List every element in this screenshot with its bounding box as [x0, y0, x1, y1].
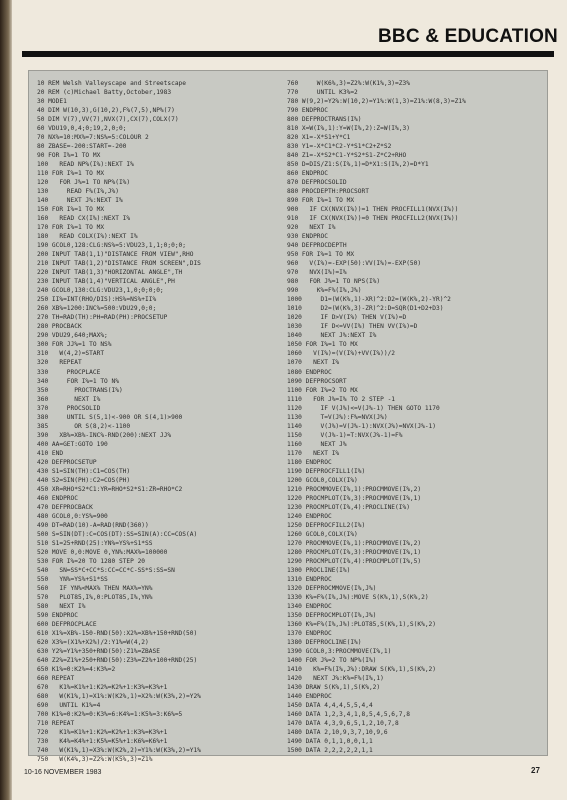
code-line: 1020 IF D>V(I%) THEN V(I%)=D [287, 314, 407, 322]
code-line: 950 FOR I%=1 TO MX [287, 251, 355, 259]
code-line: 1220 PROCMPLOT(I%,3):PROCMMOVE(I%,1) [287, 494, 422, 502]
code-line: 590 ENDPROC [37, 611, 78, 619]
code-line: 60 VDU19,0,4;0;19,2,0;0; [37, 125, 127, 133]
code-line: 900 IF CX(NVX(I%))=1 THEN PROCFILL1(NVX(I%)) [287, 206, 459, 214]
code-line: 220 INPUT TAB(1,3)"HORIZONTAL ANGLE",TH [37, 269, 183, 277]
code-line: 1200 GCOL0,COLX(I%) [287, 476, 358, 484]
code-line: 720 K1%=K1%+1:K2%=K2%+1:K3%=K3%+1 [37, 729, 168, 737]
code-line: 170 FOR I%=1 TO MX [37, 224, 105, 232]
code-line: 750 W(K4%,3)=Z2%:W(K5%,3)=Z1% [37, 756, 153, 764]
code-line: 50 DIM V(7),VV(7),NVX(7),CX(7),COLX(7) [37, 116, 179, 124]
code-line: 520 MOVE 0,0:MOVE 0,YN%:MAX%=100000 [37, 548, 168, 556]
code-line: 660 REPEAT [37, 675, 75, 683]
code-line: 570 PLOT85,I%,0:PLOT85,I%,YN% [37, 593, 153, 601]
code-line: 1240 ENDPROC [287, 512, 332, 520]
code-line: 1440 ENDPROC [287, 693, 332, 701]
code-line: 250 II%=INT(RHO/DIS):HS%=NS%+II% [37, 296, 157, 304]
code-line: 540 SN=SS*C+CC*S:CC=CC*C-SS*S:SS=SN [37, 566, 175, 574]
code-line: 1050 FOR I%=1 TO MX [287, 341, 358, 349]
code-line: 1060 V(I%)=(V(I%)+VV(I%))/2 [287, 350, 396, 358]
code-line: 700 K1%=0:K2%=0:K3%=6:K4%=1:K5%=3:K6%=5 [37, 711, 183, 719]
code-line: 1110 FOR J%=I% TO 2 STEP -1 [287, 395, 396, 403]
code-line: 980 FOR J%=1 TO NPS(I%) [287, 278, 381, 286]
section-header: BBC & EDUCATION [378, 26, 558, 47]
code-line: 640 Z2%=Z1%+250+RND(50):Z3%=Z2%+100+RND(25) [37, 657, 198, 664]
code-line: 1360 K%=F%(I%,J%):PLOT85,S(K%,1),S(K%,2) [287, 620, 437, 628]
code-line: 350 PROCTRANS(I%) [37, 386, 123, 394]
code-line: 30 MODE1 [37, 98, 67, 106]
code-line: 230 INPUT TAB(1,4)"VERTICAL ANGLE",PH [37, 278, 175, 286]
code-line: 510 S1=25+RND(25):YN%=YS%+S1*SS [37, 539, 153, 547]
code-line: 90 FOR I%=1 TO MX [37, 152, 101, 160]
code-line: 1160 NEXT J% [287, 440, 347, 448]
code-line: 1290 PROCMPLOT(I%,4):PROCMPLOT(I%,5) [287, 557, 422, 565]
code-line: 1500 DATA 2,2,2,2,2,1,1 [287, 747, 373, 755]
code-line: 1130 T=V(J%):F%=NVX(J%) [287, 413, 388, 421]
code-line: 100 READ NP%(I%):NEXT I% [37, 161, 134, 169]
code-line: 360 NEXT I% [37, 395, 101, 403]
code-line: 320 REPEAT [37, 359, 82, 367]
code-line: 710 REPEAT [37, 720, 75, 728]
code-line: 760 W(K6%,3)=Z2%:W(K1%,3)=Z3% [287, 80, 410, 87]
code-line: 1320 DEFPROCMMOVE(I%,J%) [287, 584, 377, 592]
code-line: 330 PROCPLACE [37, 368, 101, 376]
code-line: 1480 DATA 2,10,9,3,7,10,9,6 [287, 729, 388, 737]
code-line: 1100 FOR I%=2 TO MX [287, 386, 358, 394]
code-line: 1230 PROCMPLOT(I%,4):PROCLINE(I%) [287, 503, 410, 511]
code-line: 1430 DRAW S(K%,1),S(K%,2) [287, 684, 381, 692]
code-line: 810 X=W(I%,1):Y=W(I%,2):Z=W(I%,3) [287, 125, 410, 133]
code-line: 200 INPUT TAB(1,1)"DISTANCE FROM VIEW",RHO [37, 251, 194, 259]
code-line: 1030 IF D<=VV(I%) THEN VV(I%)=D [287, 323, 418, 331]
code-line: 1070 NEXT I% [287, 359, 340, 367]
code-line: 450 XR=RHO*S2*C1:YR=RHO*S2*S1:ZR=RHO*C2 [37, 485, 183, 493]
code-line: 1250 DEFPROCFILL2(I%) [287, 521, 366, 529]
code-line: 920 NEXT I% [287, 224, 336, 232]
code-line: 830 Y1=-X*C1*C2-Y*S1*C2+Z*S2 [287, 143, 392, 151]
code-line: 270 TH=RAD(TH):PH=RAD(PH):PROCSETUP [37, 314, 168, 322]
code-line: 160 READ CX(I%):NEXT I% [37, 215, 131, 223]
code-line: 460 ENDPROC [37, 494, 78, 502]
code-line: 390 XB%=XB%-INC%-RND(200):NEXT JJ% [37, 431, 172, 439]
code-line: 680 W(K1%,1)=X1%:W(K2%,1)=X2%:W(K3%,2)=Y2% [37, 693, 201, 701]
code-line: 890 FOR I%=1 TO MX [287, 197, 355, 205]
code-line: 1460 DATA 1,2,3,4,1,8,5,4,5,6,7,8 [287, 711, 410, 719]
code-line: 1260 GCOL0,COLX(I%) [287, 530, 358, 538]
code-line: 620 X3%=(X1%+X2%)/2:Y1%=W(4,2) [37, 638, 149, 646]
code-line: 400 AA=GET:GOTO 190 [37, 440, 108, 448]
code-line: 690 UNTIL K1%=4 [37, 702, 101, 710]
code-line: 1390 GCOL0,3:PROCMMOVE(I%,1) [287, 647, 392, 655]
code-line: 1450 DATA 4,4,4,5,5,4,4 [287, 702, 373, 710]
code-line: 770 UNTIL K3%=2 [287, 89, 358, 97]
code-line: 1210 PROCMMOVE(I%,1):PROCMMOVE(I%,2) [287, 485, 422, 493]
code-line: 530 FOR I%=20 TO 1280 STEP 20 [37, 557, 146, 565]
code-line: 1340 ENDPROC [287, 602, 332, 610]
code-line: 910 IF CX(NVX(I%))=0 THEN PROCFILL2(NVX(I%)) [287, 215, 459, 223]
code-line: 310 W(4,2)=START [37, 350, 105, 358]
code-line: 880 PROCDEPTH:PROCSORT [287, 188, 369, 196]
page-spine-shadow [0, 0, 12, 800]
code-line: 130 READ F%(I%,J%) [37, 188, 119, 196]
code-line: 730 K4%=K4%+1:K5%=K5%+1:K6%=K6%+1 [37, 738, 168, 746]
code-line: 180 READ COLX(I%):NEXT I% [37, 233, 138, 241]
code-line: 820 X1=-X*S1+Y*C1 [287, 134, 351, 142]
code-line: 1180 ENDPROC [287, 458, 332, 466]
code-line: 1270 PROCMMOVE(I%,1):PROCMMOVE(I%,2) [287, 539, 422, 547]
code-line: 1080 ENDPROC [287, 368, 332, 376]
code-line: 1410 K%=F%(I%,J%):DRAW S(K%,1),S(K%,2) [287, 666, 437, 674]
code-line: 80 ZBASE=-200:START=-200 [37, 143, 127, 151]
issue-date: 10-16 NOVEMBER 1983 [24, 769, 102, 776]
code-line: 340 FOR I%=1 TO N% [37, 377, 119, 385]
code-line: 210 INPUT TAB(1,2)"DISTANCE FROM SCREEN",DIS [37, 260, 201, 268]
code-line: 1470 DATA 4,3,9,6,5,1,2,10,7,8 [287, 720, 399, 728]
code-line: 140 NEXT J%:NEXT I% [37, 197, 123, 205]
code-line: 150 FOR I%=1 TO MX [37, 206, 105, 214]
code-line: 940 DEFPROCDEPTH [287, 242, 347, 250]
code-line: 440 S2=SIN(PH):C2=COS(PH) [37, 476, 131, 484]
code-line: 1370 ENDPROC [287, 629, 332, 637]
code-line: 1350 DEFPROCMPLOT(I%,J%) [287, 611, 377, 619]
code-line: 870 DEFPROCSOLID [287, 179, 347, 187]
code-line: 10 REM Welsh Valleyscape and Streetscape [37, 80, 187, 87]
code-line: 740 W(K1%,1)=X3%:W(K2%,2)=Y1%:W(K3%,2)=Y1% [37, 747, 201, 755]
code-line: 120 FOR J%=1 TO NP%(I%) [37, 179, 131, 187]
code-line: 70 NX%=10:MX%=7:NS%=5:COLOUR 2 [37, 134, 149, 142]
code-line: 240 GCOL0,130:CLG:VDU23,1,0;0;0;0; [37, 287, 164, 295]
code-line: 960 V(I%)=-EXP(50):VV(I%)=-EXP(50) [287, 260, 422, 268]
code-line: 380 UNTIL S(5,1)<-900 OR S(4,1)>900 [37, 413, 183, 421]
code-line: 550 YN%=YS%+S1*SS [37, 575, 108, 583]
code-line: 1010 D2=(W(K%,3)-ZR)^2:D=SQR(D1+D2+D3) [287, 305, 444, 313]
code-line: 1120 IF V(J%)<=V(J%-1) THEN GOTO 1170 [287, 404, 440, 412]
code-line: 1150 V(J%-1)=T:NVX(J%-1)=F% [287, 431, 403, 439]
code-line: 930 ENDPROC [287, 233, 328, 241]
code-line: 110 FOR I%=1 TO MX [37, 170, 105, 178]
code-line: 410 END [37, 449, 64, 457]
listing-column-right [287, 79, 545, 755]
code-line: 420 DEFPROCSETUP [37, 458, 97, 466]
code-line: 370 PROCSOLID [37, 404, 101, 412]
code-line: 470 DEFPROCBACK [37, 503, 93, 511]
code-line: 40 DIM W(10,3),G(10,2),F%(7,5),NP%(7) [37, 107, 175, 115]
code-line: 600 DEFPROCPLACE [37, 620, 97, 628]
code-line: 850 D=DIS/Z1:S(I%,1)=D*X1:S(I%,2)=D*Y1 [287, 161, 429, 169]
code-line: 990 K%=F%(I%,J%) [287, 287, 362, 295]
listing-column-left [37, 79, 287, 764]
code-line: 260 XB%=1200:INC%=500:VDU29,0;0; [37, 305, 157, 313]
code-line: 1420 NEXT J%:K%=F%(I%,1) [287, 675, 384, 683]
code-line: 970 NVX(I%)=I% [287, 269, 347, 277]
code-line: 610 X1%=XB%-150-RND(50):X2%=XB%+150+RND(50) [37, 629, 198, 637]
code-line: 670 K1%=K1%+1:K2%=K2%+1:K3%=K3%+1 [37, 684, 168, 692]
program-listing [28, 70, 548, 764]
code-line: 385 OR S(8,2)<-1100 [37, 422, 131, 430]
code-line: 860 ENDPROC [287, 170, 328, 178]
code-line: 1380 DEFPROCLINE(I%) [287, 638, 362, 646]
code-line: 780 W(9,2)=Y2%:W(10,2)=Y1%:W(1,3)=Z1%:W(8,3)=Z1% [287, 98, 466, 106]
code-line: 630 Y2%=Y1%+350+RND(50):Z1%=ZBASE [37, 647, 160, 655]
code-line: 580 NEXT I% [37, 602, 86, 610]
code-line: 650 K1%=0:K2%=4:K3%=2 [37, 666, 116, 674]
code-line: 800 DEFPROCTRANS(I%) [287, 116, 362, 124]
code-line: 1280 PROCMPLOT(I%,3):PROCMMOVE(I%,1) [287, 548, 422, 556]
code-line: 480 GCOL0,0:YS%=900 [37, 512, 108, 520]
code-line: 790 ENDPROC [287, 107, 328, 115]
code-line: 280 PROCBACK [37, 323, 82, 331]
code-line: 1330 K%=F%(I%,J%):MOVE S(K%,1),S(K%,2) [287, 593, 429, 601]
code-line: 290 VDU29,640;MAX%; [37, 332, 108, 340]
code-line: 1190 DEFPROCFILL1(I%) [287, 467, 366, 475]
code-line: 20 REM (c)Michael Batty,October,1983 [37, 89, 172, 97]
code-line: 1400 FOR J%=2 TO NP%(I%) [287, 657, 377, 664]
code-line: 1490 DATA 0,1,1,0,0,1,1 [287, 738, 373, 746]
header-rule [22, 51, 554, 57]
code-line: 1140 V(J%)=V(J%-1):NVX(J%)=NVX(J%-1) [287, 422, 437, 430]
code-line: 1000 D1=(W(K%,1)-XR)^2:D2=(W(K%,2)-YR)^2 [287, 296, 451, 304]
code-line: 500 S=SIN(DT):C=COS(DT):SS=SIN(A):CC=COS(A) [37, 530, 198, 538]
code-line: 190 GCOL0,128:CLG:NS%=5:VDU23,1,1;0;0;0; [37, 242, 187, 250]
page-number: 27 [531, 766, 540, 775]
code-line: 300 FOR JJ%=1 TO NS% [37, 341, 112, 349]
code-line: 1310 ENDPROC [287, 575, 332, 583]
code-line: 1300 PROCLINE(I%) [287, 566, 351, 574]
code-line: 1090 DEFPROCSORT [287, 377, 347, 385]
code-line: 840 Z1=-X*S2*C1-Y*S2*S1-Z*C2+RHO [287, 152, 407, 160]
code-line: 1040 NEXT J%:NEXT I% [287, 332, 377, 340]
code-line: 1170 NEXT I% [287, 449, 340, 457]
code-line: 560 IF YN%<MAX% THEN MAX%=YN% [37, 584, 153, 592]
code-line: 490 DT=RAD(10)-A=RAD(RND(360)) [37, 521, 149, 529]
code-line: 430 S1=SIN(TH):C1=COS(TH) [37, 467, 131, 475]
